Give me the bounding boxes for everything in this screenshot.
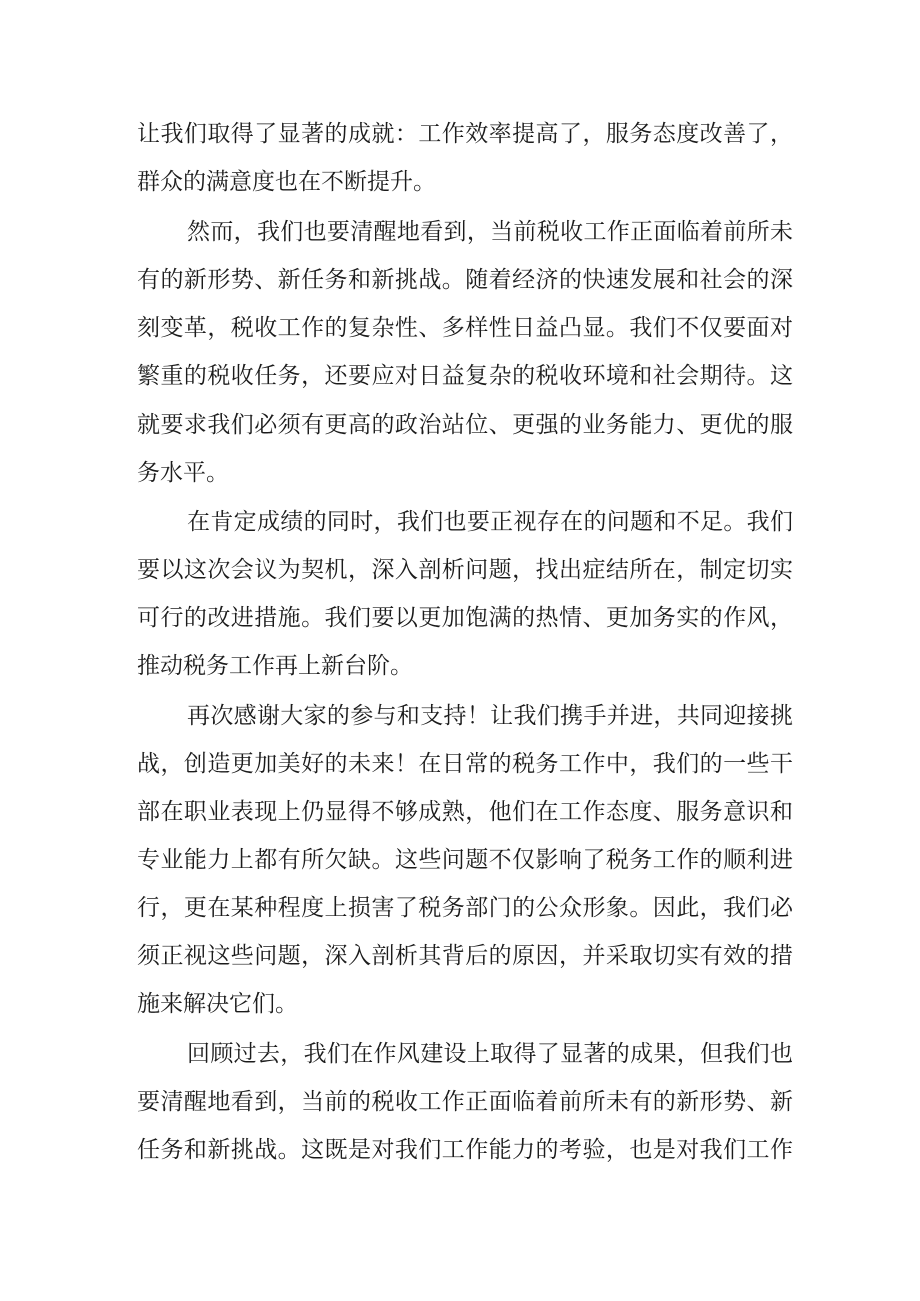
text-line: 施来解决它们。 (137, 991, 298, 1017)
text-line: 推动税务工作再上新台阶。 (137, 653, 413, 679)
text-line: 须正视这些问题，深入剖析其背后的原因，并采取切实有效的措 (137, 943, 793, 969)
text-line: 然而，我们也要清醒地看到，当前税收工作正面临着前所未 (187, 219, 793, 245)
text-line: 让我们取得了显著的成就：工作效率提高了，服务态度改善了， (137, 121, 793, 147)
text-line: 专业能力上都有所欠缺。这些问题不仅影响了税务工作的顺利进 (137, 847, 793, 873)
text-line: 繁重的税收任务，还要应对日益复杂的税收环境和社会期待。这 (137, 363, 793, 389)
text-line: 有的新形势、新任务和新挑战。随着经济的快速发展和社会的深 (137, 267, 793, 293)
text-line: 要以这次会议为契机，深入剖析问题，找出症结所在，制定切实 (137, 557, 793, 583)
text-line: 就要求我们必须有更高的政治站位、更强的业务能力、更优的服 (137, 412, 793, 438)
text-line: 可行的改进措施。我们要以更加饱满的热情、更加务实的作风， (137, 605, 793, 631)
text-line: 刻变革，税收工作的复杂性、多样性日益凸显。我们不仅要面对 (137, 315, 793, 341)
text-line: 回顾过去，我们在作风建设上取得了显著的成果，但我们也 (187, 1041, 793, 1067)
text-line: 务水平。 (137, 460, 229, 486)
text-line: 群众的满意度也在不断提升。 (137, 169, 436, 195)
text-line: 在肯定成绩的同时，我们也要正视存在的问题和不足。我们 (187, 509, 793, 535)
text-line: 再次感谢大家的参与和支持！让我们携手并进，共同迎接挑 (187, 703, 793, 729)
text-line: 行，更在某种程度上损害了税务部门的公众形象。因此，我们必 (137, 895, 793, 921)
text-line: 要清醒地看到，当前的税收工作正面临着前所未有的新形势、新 (137, 1089, 793, 1115)
text-line: 部在职业表现上仍显得不够成熟，他们在工作态度、服务意识和 (137, 799, 793, 825)
text-line: 战，创造更加美好的未来！在日常的税务工作中，我们的一些干 (137, 751, 793, 777)
text-line: 任务和新挑战。这既是对我们工作能力的考验，也是对我们工作 (137, 1137, 793, 1163)
